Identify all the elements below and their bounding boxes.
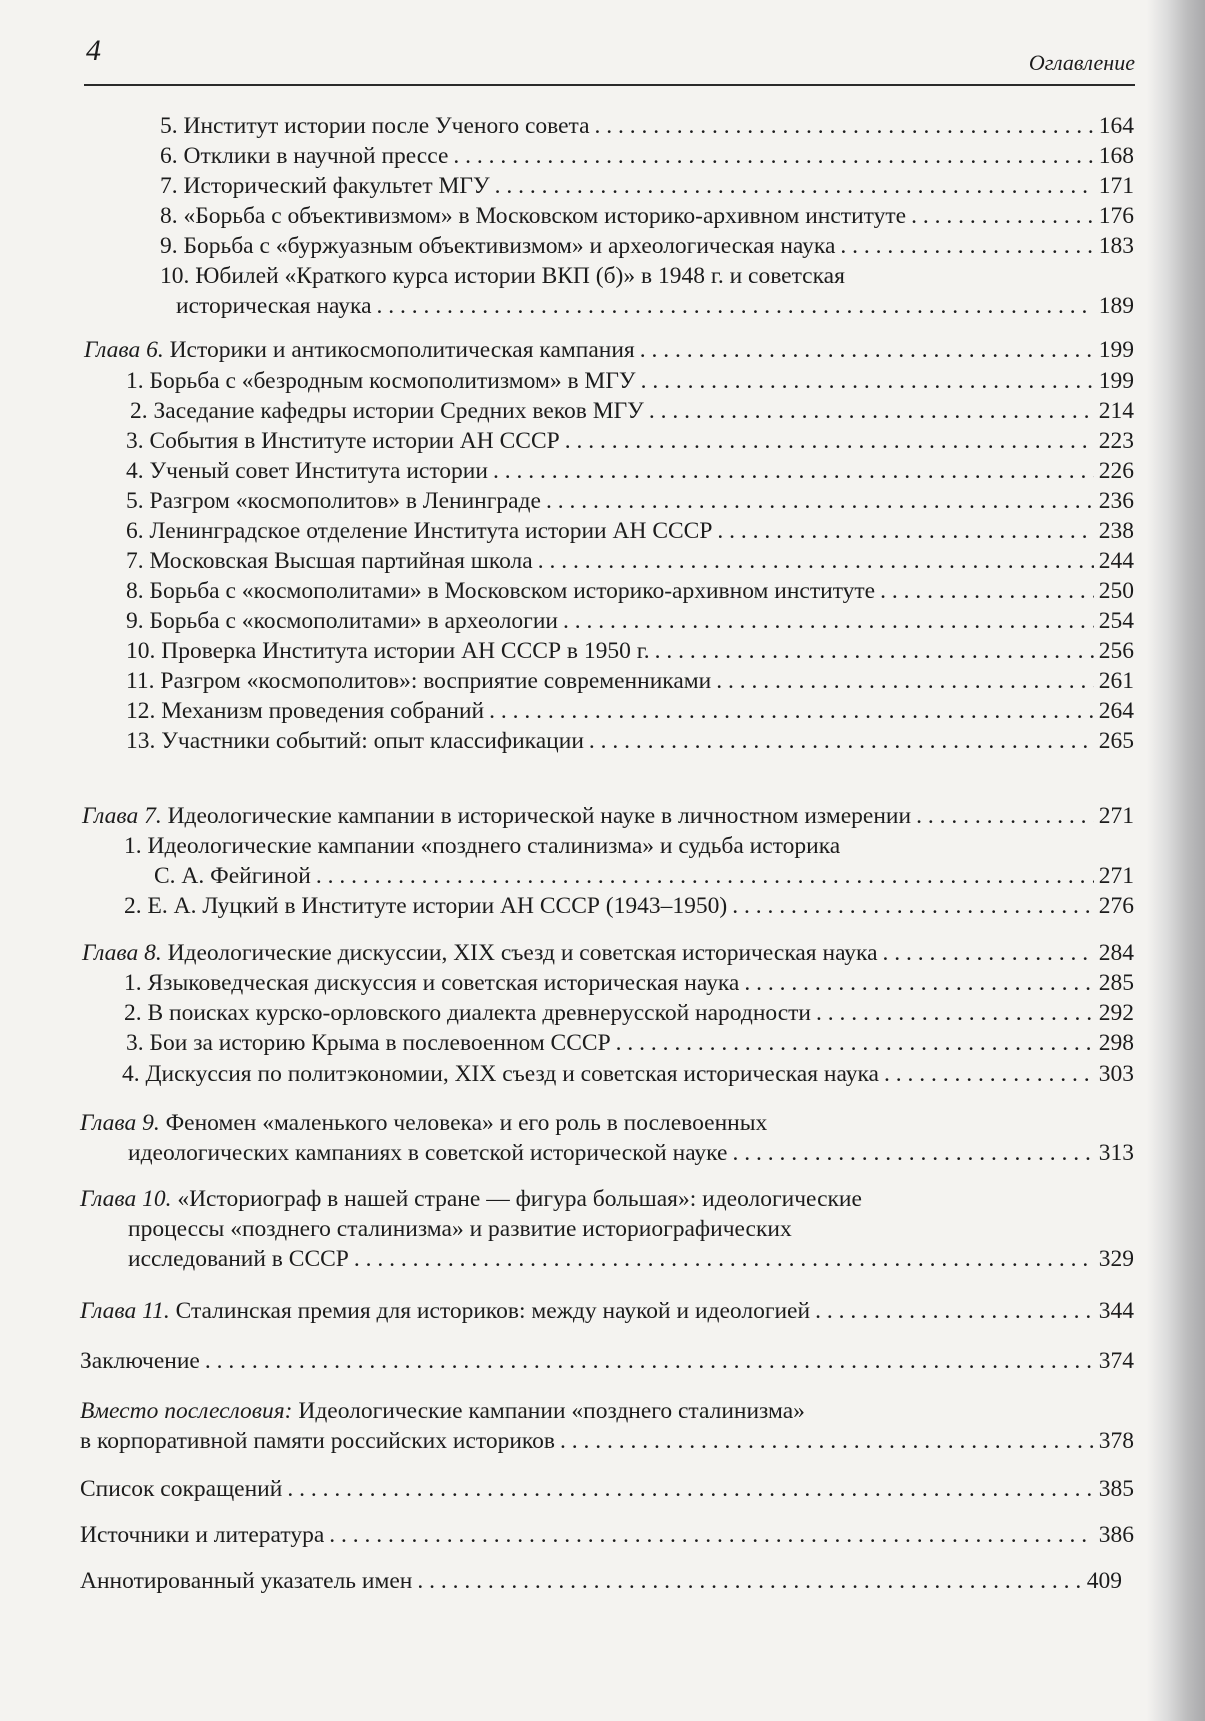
toc-entry: 1. Языковедческая дискуссия и советская историческая наука . . . 285: [124, 968, 1134, 998]
toc-chapter: идеологических кампаниях в советской исторической науке . . . 313: [128, 1138, 1134, 1168]
toc-page-number: 385: [1098, 1476, 1134, 1502]
toc-page-number: 183: [1098, 233, 1134, 259]
toc-entry: 10. Проверка Института истории АН СССР в 1950 г. . . . 256: [126, 636, 1134, 666]
toc-page-number: 244: [1098, 548, 1134, 574]
toc-entry: 12. Механизм проведения собраний . . . 264: [126, 696, 1134, 726]
toc-chapter: Глава 11. Сталинская премия для историков: между наукой и идеологией . . . 344: [80, 1296, 1134, 1326]
toc-page-number: 164: [1098, 113, 1134, 139]
toc-entry: 7. Исторический факультет МГУ . . . 171: [160, 171, 1134, 201]
chapter-label: Глава 6.: [84, 337, 164, 363]
toc-chapter: Заключение . . . 374: [80, 1346, 1134, 1376]
toc-page-number: 378: [1098, 1428, 1134, 1454]
toc-page-number: 264: [1098, 698, 1134, 724]
toc-entry: 13. Участники событий: опыт классификации . . . 265: [126, 726, 1134, 756]
page-number: 4: [86, 34, 101, 67]
toc-entry: историческая наука . . . 189: [176, 291, 1134, 321]
toc-page-number: 171: [1098, 173, 1134, 199]
toc-page-number: 223: [1098, 428, 1134, 454]
toc-entry: 2. Е. А. Луцкий в Институте истории АН СССР (1943–1950) . . . 276: [124, 891, 1134, 921]
chapter-label: Глава 8.: [82, 940, 162, 966]
toc-entry: 9. Борьба с «буржуазным объективизмом» и археологическая наука . . . 183: [160, 231, 1134, 261]
toc-page-number: 236: [1098, 488, 1134, 514]
chapter-label: Глава 10.: [80, 1186, 172, 1212]
toc-chapter: в корпоративной памяти российских историков . . . 378: [80, 1426, 1134, 1456]
toc-entry: 8. «Борьба с объективизмом» в Московском историко-архивном институте . . . 176: [160, 201, 1134, 231]
toc-page-number: 176: [1098, 203, 1134, 229]
toc-page-number: 329: [1098, 1246, 1134, 1272]
toc-entry: 6. Отклики в научной прессе . . . 168: [160, 141, 1134, 171]
toc-page-number: 374: [1098, 1348, 1134, 1374]
toc-entry: 4. Дискуссия по политэкономии, XIX съезд и советская историческая наука . . . 303: [122, 1059, 1134, 1089]
toc-page-number: 386: [1098, 1522, 1134, 1548]
toc-entry: 1. Борьба с «безродным космополитизмом» в МГУ . . . 199: [126, 366, 1134, 396]
toc-page-number: 256: [1098, 638, 1134, 664]
chapter-label: Глава 11.: [80, 1298, 170, 1324]
toc-entry: 6. Ленинградское отделение Института истории АН СССР . . . 238: [126, 516, 1134, 546]
toc-chapter-line: Вместо послесловия: Идеологические кампании «позднего сталинизма»: [80, 1398, 805, 1424]
toc-entry: 2. Заседание кафедры истории Средних веков МГУ . . . 214: [130, 396, 1134, 426]
toc-page-number: 238: [1098, 518, 1134, 544]
toc-page-number: 285: [1098, 970, 1134, 996]
page-gutter-shadow: [1147, 0, 1205, 1721]
toc-page-number: 284: [1098, 940, 1134, 966]
header-rule: [84, 84, 1135, 86]
toc-page-number: 254: [1098, 608, 1134, 634]
toc-chapter-line: процессы «позднего сталинизма» и развитие историографических: [128, 1216, 792, 1242]
toc-page-number: 214: [1098, 398, 1134, 424]
toc-page-number: 344: [1098, 1298, 1134, 1324]
toc-page-number: 298: [1098, 1030, 1134, 1056]
toc-chapter: Глава 8. Идеологические дискуссии, XIX съезд и советская историческая наука . . . 284: [82, 938, 1134, 968]
toc-page-number: 292: [1098, 1000, 1134, 1026]
toc-entry: 3. Бои за историю Крыма в послевоенном СССР . . . 298: [126, 1028, 1134, 1058]
toc-entry: 7. Московская Высшая партийная школа . . . 244: [126, 546, 1134, 576]
toc-page-number: 226: [1098, 458, 1134, 484]
chapter-label: Глава 9.: [80, 1110, 160, 1136]
toc-entry: 5. Разгром «космополитов» в Ленинграде . . . 236: [126, 486, 1134, 516]
toc-page-number: 168: [1098, 143, 1134, 169]
toc-chapter-line: Глава 10. «Историограф в нашей стране — фигура большая»: идеологические: [80, 1186, 862, 1212]
toc-chapter: Источники и литература . . . 386: [80, 1520, 1134, 1550]
toc-entry: 4. Ученый совет Института истории . . . 226: [126, 456, 1134, 486]
toc-chapter: Аннотированный указатель имен . . . 409: [80, 1566, 1122, 1596]
toc-page-number: 199: [1098, 337, 1134, 363]
chapter-label: Вместо послесловия:: [80, 1398, 293, 1424]
toc-entry: 11. Разгром «космополитов»: восприятие современниками . . . 261: [126, 666, 1134, 696]
toc-page-number: 313: [1098, 1140, 1134, 1166]
toc-chapter: Глава 7. Идеологические кампании в исторической науке в личностном измерении . . . 271: [82, 801, 1134, 831]
toc-page-number: 265: [1098, 728, 1134, 754]
toc-page-number: 303: [1098, 1061, 1134, 1087]
toc-entry-line: 10. Юбилей «Краткого курса истории ВКП (б)» в 1948 г. и советская: [160, 263, 845, 289]
toc-entry: 8. Борьба с «космополитами» в Московском историко-архивном институте . . . 250: [126, 576, 1134, 606]
toc-entry: 9. Борьба с «космополитами» в археологии . . . 254: [126, 606, 1134, 636]
toc-entry-line: 1. Идеологические кампании «позднего сталинизма» и судьба историка: [124, 833, 841, 859]
toc-entry: 5. Институт истории после Ученого совета . . . 164: [160, 111, 1134, 141]
toc-page-number: 250: [1098, 578, 1134, 604]
toc-page-number: 199: [1098, 368, 1134, 394]
toc-chapter-line: Глава 9. Феномен «маленького человека» и его роль в послевоенных: [80, 1110, 768, 1136]
toc-page-number: 271: [1098, 803, 1134, 829]
chapter-label: Глава 7.: [82, 803, 162, 829]
toc-page-number: 189: [1098, 293, 1134, 319]
toc-chapter: Список сокращений . . . 385: [80, 1474, 1134, 1504]
toc-page-number: 261: [1098, 668, 1134, 694]
toc-chapter: Глава 6. Историки и антикосмополитическая кампания . . . 199: [84, 335, 1134, 365]
toc-page-number: 409: [1086, 1568, 1122, 1594]
running-title: Оглавление: [1028, 50, 1135, 75]
toc-entry: 3. События в Институте истории АН СССР . . . 223: [126, 426, 1134, 456]
toc-page-number: 276: [1098, 893, 1134, 919]
toc-chapter: исследований в СССР . . . 329: [128, 1244, 1134, 1274]
toc-entry: 2. В поисках курско-орловского диалекта древнерусской народности . . . 292: [124, 998, 1134, 1028]
toc-page-number: 271: [1098, 863, 1134, 889]
toc-entry: С. А. Фейгиной . . . 271: [154, 861, 1134, 891]
